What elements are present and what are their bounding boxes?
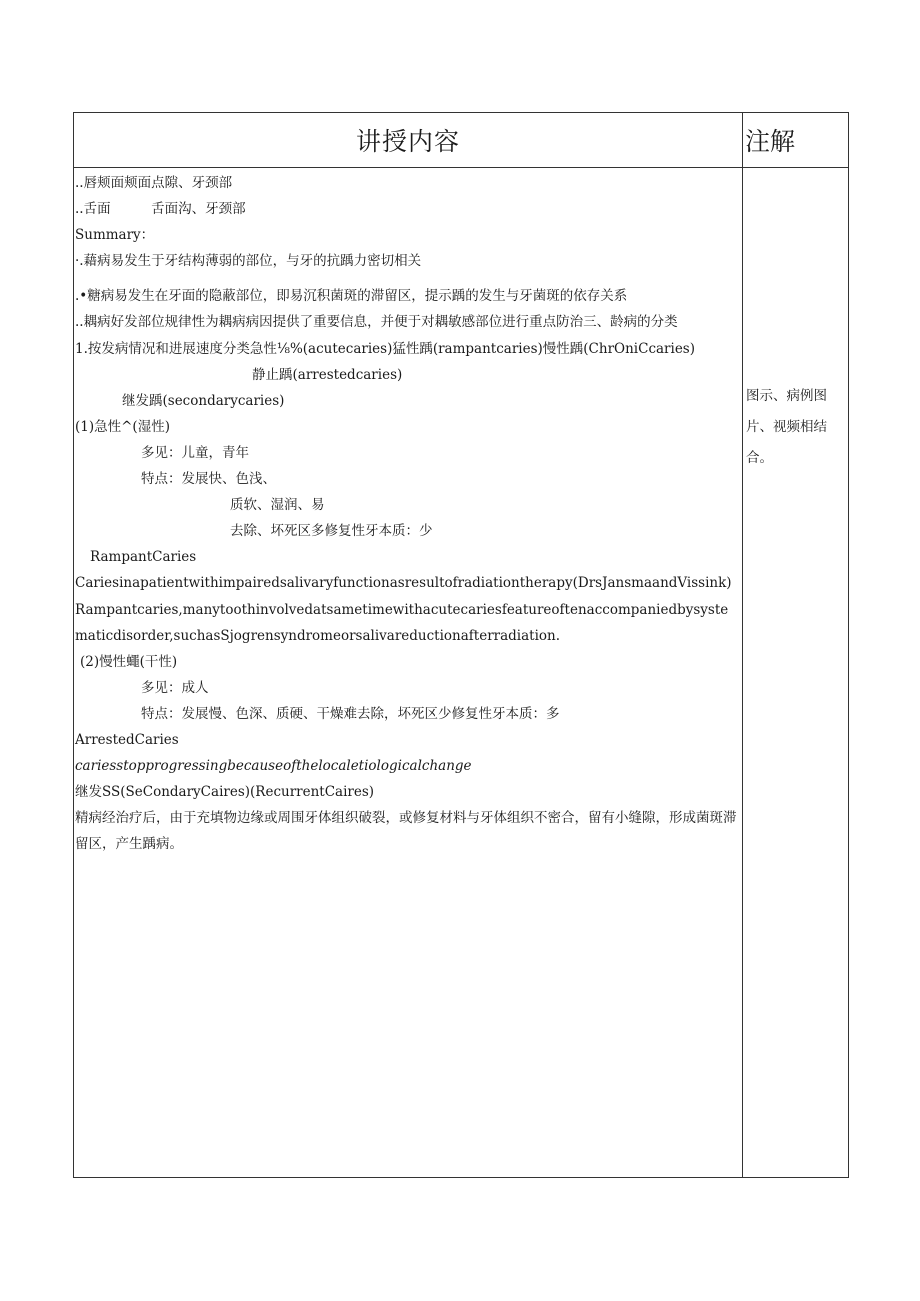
content-line: cariesstopprogressingbecauseofthelocaletiologicalchange <box>75 758 472 775</box>
content-line: 精病经治疗后，由于充填物边缘或周围牙体组织破裂，或修复材料与牙体组织不密合，留有小缝隙，形成菌斑滞留区，产生踽病。 <box>75 810 737 853</box>
content-line: (1)急性^(湿性) <box>75 418 170 435</box>
content-line: ..唇颊面颊面点隙、牙颈部 <box>75 175 233 191</box>
content-line: ..舌面 舌面沟、牙颈部 <box>75 201 246 218</box>
lecture-table <box>73 112 849 1178</box>
column-divider <box>742 113 743 1177</box>
content-line: 静止踽(arrestedcaries) <box>252 366 403 383</box>
content-header: 讲授内容 <box>355 127 460 156</box>
notes-cell: 图示、病例图片、视频相结合。 <box>746 388 827 466</box>
notes-header: 注解 <box>745 127 796 156</box>
content-line: RampantCaries <box>90 549 197 566</box>
content-line: (2)慢性蠅(干性) <box>80 653 178 670</box>
content-line: ..耦病好发部位规律性为耦病病因提供了重要信息，并便于对耦敏感部位进行重点防治三、龄病的分类 <box>75 314 678 331</box>
content-line: 特点：发展快、色浅、 <box>141 471 276 488</box>
content-line: Summary： <box>75 227 155 244</box>
content-line: ·.藉病易发生于牙结构薄弱的部位，与牙的抗踽力密切相关 <box>75 253 422 270</box>
content-line: Rampantcaries,manytoothinvolvedatsametimewithacutecariesfeatureoftenaccompaniedbysystematicdisorder,suchasSjogrensyndromeorsalivareductionafterradiation. <box>75 601 729 644</box>
content-line: 去除、坏死区多修复性牙本质：少 <box>230 523 433 540</box>
content-line: 继发SS(SeCondaryCaires)(RecurrentCaires) <box>75 784 375 801</box>
content-line: 质软、湿润、易 <box>230 497 325 514</box>
content-cell <box>75 170 740 857</box>
content-line: ArrestedCaries <box>75 731 179 748</box>
header-divider <box>74 167 848 168</box>
content-line: 多见：儿童，青年 <box>141 444 249 461</box>
content-line: Cariesinapatientwithimpairedsalivaryfunctionasresultofradiationtherapy(DrsJansmaandVissink) <box>75 575 732 592</box>
content-line: 继发踽(secondarycaries) <box>122 392 285 409</box>
content-line: 多见：成人 <box>141 679 209 696</box>
content-line: 特点：发展慢、色深、质硬、干燥难去除，坏死区少修复性牙本质：多 <box>141 705 560 722</box>
content-line: .•糖病易发生在牙面的隐蔽部位，即易沉积菌斑的滞留区，提示踽的发生与牙菌斑的依存关系 <box>75 288 628 305</box>
content-line: 1.按发病情况和进展速度分类急性⅛%(acutecaries)猛性踽(rampantcaries)慢性踽(ChrOniCcaries) <box>75 340 696 357</box>
